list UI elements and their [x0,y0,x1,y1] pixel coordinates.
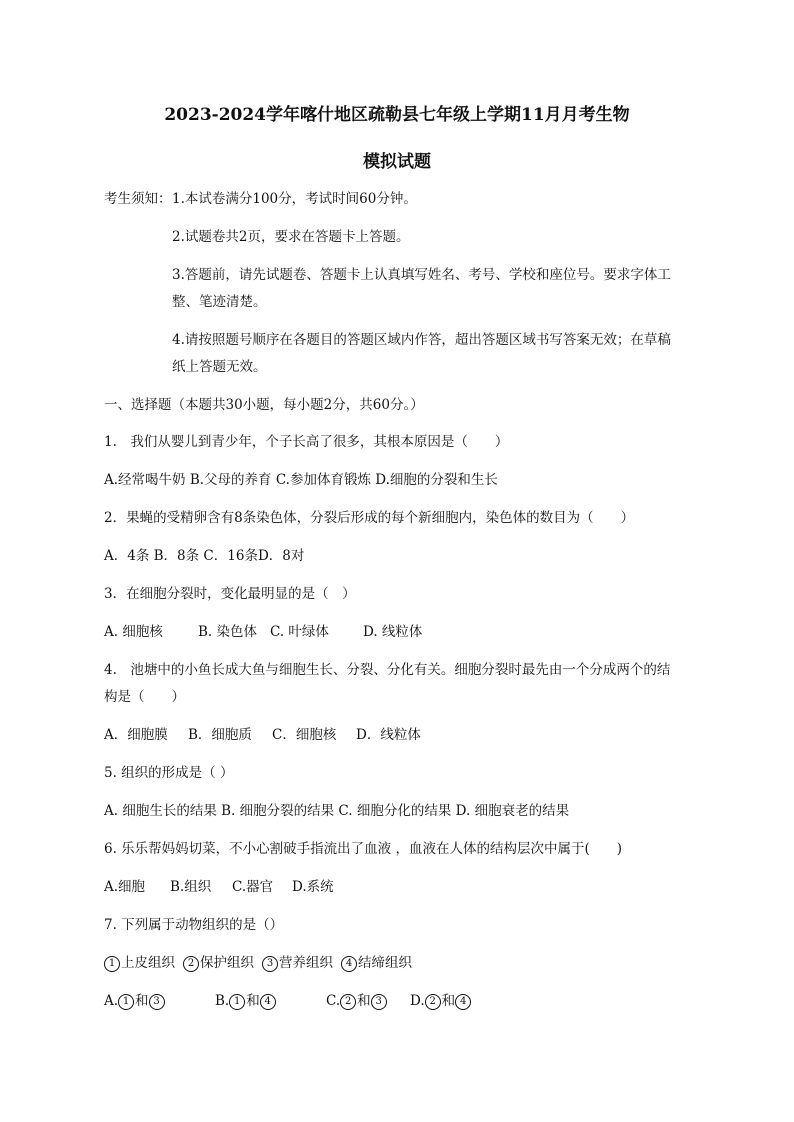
question-2: 2．果蝇的受精卵含有8条染色体，分裂后形成的每个新细胞内，染色体的数目为（ ） [104,510,635,526]
notice-item-4-cont: 纸上答题无效。 [172,359,267,375]
question-4: 4. 池塘中的小鱼长成大鱼与细胞生长、分裂、分化有关。细胞分裂时最先由一个分成两个的结 [104,662,671,678]
q4-option-c: C．细胞核 [272,727,337,743]
q6-option-c: C.器官 [232,879,274,895]
circled-number: 1 [229,994,245,1010]
q4-option-b: B．细胞质 [188,727,252,743]
notice-item-2: 2.试题卷共2页，要求在答题卡上答题。 [172,229,410,245]
q7-item-4 [341,954,412,972]
question-1: 1. 我们从婴儿到青少年，个子长高了很多，其根本原因是（ ） [104,434,509,450]
question-5-options: A. 细胞生长的结果 B. 细胞分裂的结果 C. 细胞分化的结果 D. 细胞衰老的结果 [104,803,570,819]
q3-option-d: D. 线粒体 [363,624,423,640]
q3-option-b: B. 染色体 [198,624,258,640]
circled-number: 4 [341,956,357,972]
circled-number: 2 [340,994,356,1010]
notice-item-3: 3.答题前，请先试题卷、答题卡上认真填写姓名、考号、学校和座位号。要求字体工 [172,267,671,283]
notice-label: 考生须知： [104,191,172,207]
q7-item-text: 结缔组织 [358,955,412,971]
q3-option-c: C. 叶绿体 [270,624,329,640]
question-7-options [104,992,472,1010]
section-heading: 一、选择题（本题共30小题，每小题2分，共60分。） [104,397,424,413]
exam-title-line2: 模拟试题 [363,152,431,172]
q4-option-a: A．细胞膜 [104,727,168,743]
circled-number: 1 [104,956,120,972]
q7-item-text: 营养组织 [279,955,333,971]
q7-option-a: A. 1 和 3 [104,992,215,1010]
notice-item-3-cont: 整、笔迹清楚。 [172,294,267,310]
q7-item-text: 保护组织 [200,955,254,971]
q6-option-d: D.系统 [292,879,334,895]
question-7-items [104,954,412,972]
question-2-options: A．4条 B．8条 C．16条D．8对 [104,548,305,564]
circled-number: 3 [262,956,278,972]
q7-option-d: D. 2 和 4 [410,992,472,1010]
notice-item-1: 1.本试卷满分100分，考试时间60分钟。 [172,191,417,207]
question-3-options [104,623,422,641]
question-4-options [104,726,421,744]
question-5: 5. 组织的形成是（ ） [104,765,234,781]
notice-item-4: 4.请按照题号顺序在各题目的答题区域内作答，超出答题区域书写答案无效；在草稿 [172,332,671,348]
circled-number: 1 [118,994,134,1010]
circled-number: 4 [260,994,276,1010]
q6-option-b: B.组织 [170,879,212,895]
q7-item-3 [262,954,341,972]
q7-item-2 [183,954,262,972]
circled-number: 3 [371,994,387,1010]
q4-option-d: D．线粒体 [356,727,421,743]
q6-option-a: A.细胞 [104,879,146,895]
question-4-cont: 构是（ ） [104,689,185,705]
circled-number: 2 [183,956,199,972]
question-3: 3．在细胞分裂时，变化最明显的是（ ） [104,586,356,602]
q7-option-c: C. 2 和 3 [326,992,410,1010]
circled-number: 4 [455,994,471,1010]
q7-item-1 [104,954,183,972]
q7-option-b: B. 1 和 4 [215,992,326,1010]
q7-item-text: 上皮组织 [121,955,175,971]
question-1-options: A.经常喝牛奶 B.父母的养育 C.参加体育锻炼 D.细胞的分裂和生长 [104,472,498,488]
circled-number: 2 [425,994,441,1010]
question-6-options [104,878,334,896]
q3-option-a: A. 细胞核 [104,624,163,640]
question-6: 6. 乐乐帮妈妈切菜，不小心割破手指流出了血液 ，血液在人体的结构层次中属于( ) [104,841,622,857]
question-7: 7. 下列属于动物组织的是（） [104,917,284,933]
circled-number: 3 [149,994,165,1010]
exam-title-line1: 2023-2024学年喀什地区疏勒县七年级上学期11月月考生物 [164,105,630,125]
